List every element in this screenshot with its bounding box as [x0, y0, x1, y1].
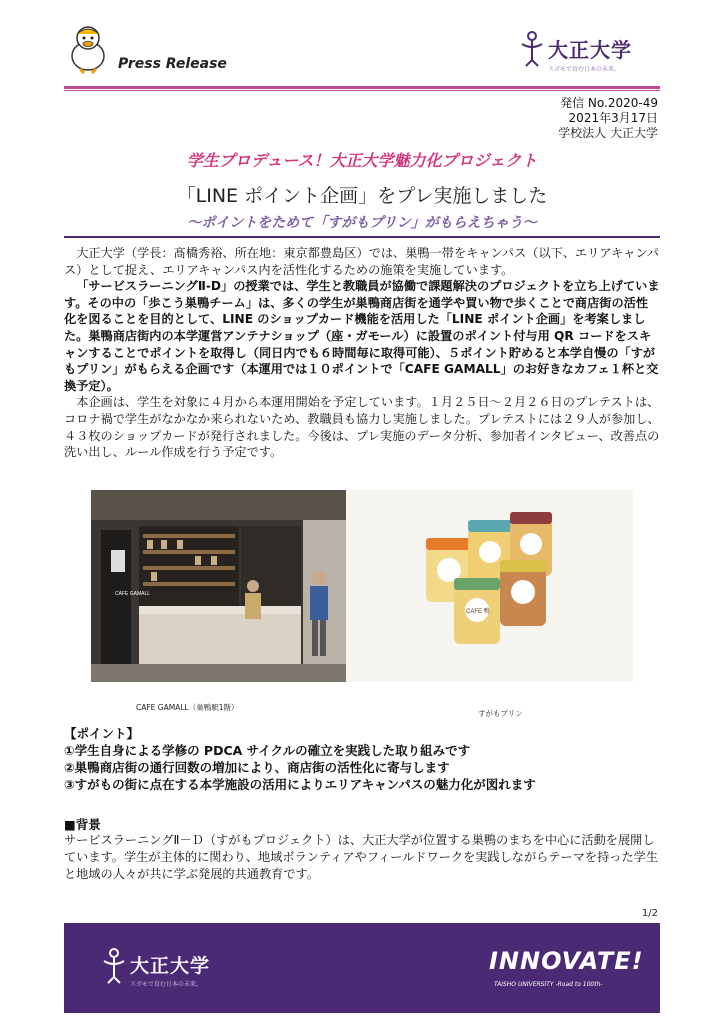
press-release-label: Press Release — [118, 56, 227, 72]
innovate-subtext: TAISHO UNIVERSITY -Road to 100th- — [494, 981, 603, 988]
title-rule — [64, 236, 660, 238]
points-section — [64, 725, 536, 793]
release-date: 2021年3月17日 — [568, 111, 658, 125]
footer-banner — [64, 923, 660, 1013]
pudding-photo-caption: すがもプリン — [478, 709, 523, 718]
point-item: ①学生自身による学修の PDCA サイクルの確立を実践した取り組みです — [64, 743, 471, 758]
cafe-photo — [91, 490, 347, 682]
background-heading: ■背景 — [64, 817, 101, 832]
duck-mascot-icon — [64, 22, 112, 74]
page-number: 1/2 — [641, 908, 658, 919]
footer-tagline: スガモで育む日本の未来。 — [130, 981, 203, 988]
point-item: ②巣鴨商店街の通行回数の増加により、商店街の活性化に寄与します — [64, 760, 450, 775]
body-text — [64, 245, 660, 461]
cafe-sign-text: CAFE GAMALL — [115, 591, 151, 597]
body-paragraph: 「サービスラーニングⅡ-D」の授業では、学生と教職員が協働で課題解決のプロジェクトを立ち上げています。その中の「歩こう巣鴨チーム」は、多くの学生が巣鴨商店街を通学や買い物で歩くことで商店街の活性化を図ることを目的として、LINE のショップカード機能を活用した「LINE ポイント企画」を考案しました。巣鴨商店街内の本学運営アンテナショップ（座・ガモール）に設置のポイント付与用 QR コードをスキャンすることでポイントを取得し（同日内でも６時間毎に取得可能）、５ポイント貯めると本学自慢の「すがもプリン」がもらえる企画です（本運用では１０ポイントで「CAFE GAMALL」のお好きなカフェ１杯と交換予定）。 — [64, 279, 660, 393]
release-meta — [558, 96, 658, 141]
body-paragraph: 本企画は、学生を対象に４月から本運用開始を予定しています。１月２５日〜２月２６日のプレテストは、コロナ禍で学生がなかなか来られないため、教職員も協力し実施しました。プレテストには２９人が参加し、４３枚のショップカードが発行されました。今後は、プレ実施のデータ分析、参加者インタビュー、改善点の洗い出し、ルール作成を行う予定です。 — [64, 395, 660, 460]
university-emblem-icon — [520, 30, 544, 68]
background-text: サービスラーニングⅡ－Ｄ（すがもプロジェクト）は、大正大学が位置する巣鴨のまちを中心に活動を展開しています。学生が主体的に関わり、地域ボランティアやフィールドワークを実践しながらテーマを持った学生と地域の人々が共に学ぶ発展的共通教育です。 — [64, 833, 659, 881]
pudding-photo — [346, 490, 633, 682]
university-logo — [520, 24, 650, 80]
pudding-label-text: CAFE 鴨 — [466, 609, 490, 615]
university-emblem-icon — [102, 947, 126, 985]
subtitle: 〜ポイントをためて「すがもプリン」がもらえちゃう〜 — [187, 215, 537, 231]
university-name: 大正大学 — [548, 38, 632, 62]
organization: 学校法人 大正大学 — [558, 126, 658, 140]
header-rule — [64, 86, 660, 89]
cafe-photo-caption: CAFE GAMALL（巣鴨駅1階） — [136, 703, 239, 712]
body-paragraph: 大正大学（学長：髙橋秀裕、所在地：東京都豊島区）では、巣鴨一帯をキャンパス（以下、エリアキャンパス）として捉え、エリアキャンパス内を活性化するための施策を実施しています。 — [64, 246, 659, 277]
university-tagline: スガモで育む日本の未来。 — [548, 66, 621, 73]
page-title: 「LINE ポイント企画」をプレ実施しました — [176, 185, 548, 207]
point-item: ③すがもの街に点在する本学施設の活用によりエリアキャンパスの魅力化が図れます — [64, 777, 536, 792]
issue-number: 発信 No.2020-49 — [560, 96, 658, 110]
innovate-slogan: INNOVATE! — [489, 947, 644, 975]
header-rule-thin — [64, 90, 660, 91]
kicker-heading: 学生プロデュース！大正大学魅力化プロジェクト — [186, 151, 538, 170]
points-heading: 【ポイント】 — [64, 726, 140, 741]
footer-university-name: 大正大学 — [130, 955, 211, 977]
